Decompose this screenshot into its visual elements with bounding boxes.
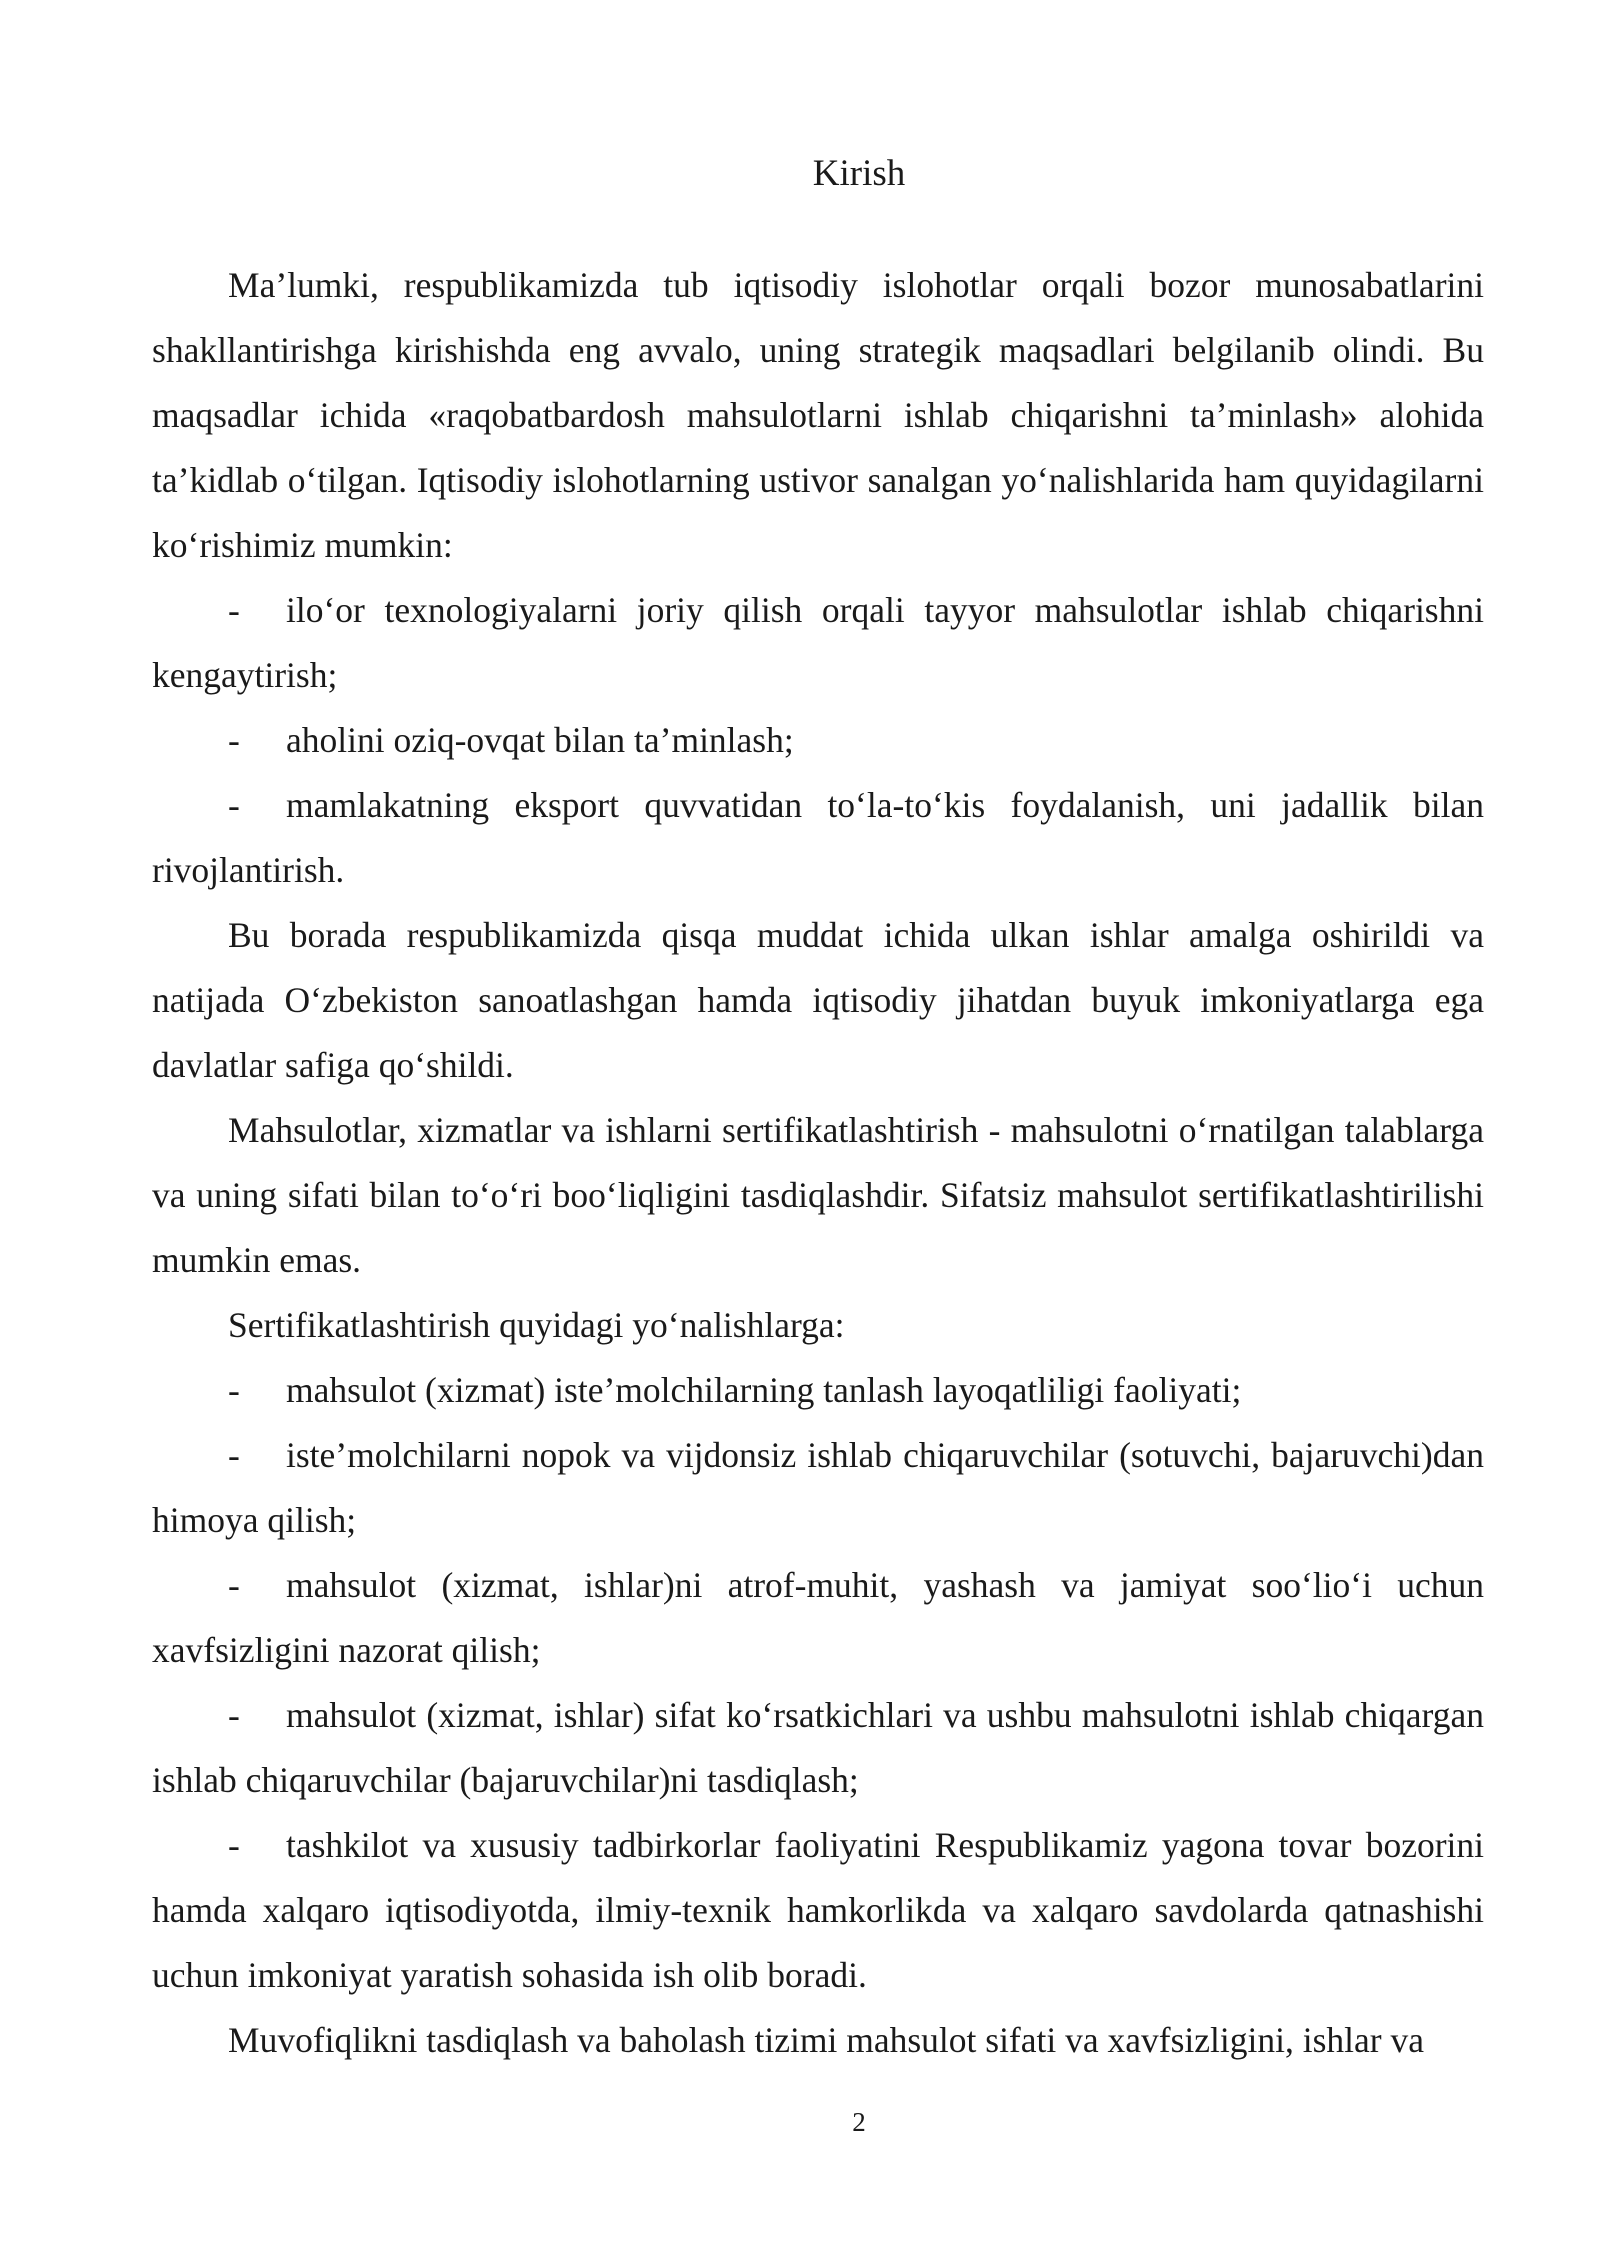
list-item-text: mahsulot (xizmat, ishlar)ni atrof-muhit, yashash va jamiyat soo‘lio‘i uchun xavfsizligini nazorat qilish; — [152, 1565, 1484, 1670]
paragraph-conformity: Muvofiqlikni tasdiqlash va baholash tizimi mahsulot sifati va xavfsizligini, ishlar va — [228, 2020, 1424, 2060]
document-body — [152, 253, 1484, 2073]
list-item-text: mamlakatning eksport quvvatidan to‘la-to‘kis foydalanish, uni jadallik bilan rivojlantirish. — [152, 785, 1484, 890]
paragraph-certification-directions: Sertifikatlashtirish quyidagi yo‘nalishlarga: — [228, 1305, 845, 1345]
list-dash: - — [228, 1695, 240, 1735]
list-item-consumer-protection — [152, 1423, 1484, 1553]
paragraph-intro: Ma’lumki, respublikamizda tub iqtisodiy islohotlar orqali bozor munosabatlarini shakllantirishga kirishishda eng avvalo, uning strategik maqsadlari belgilanib olindi. Bu maqsadlar ichida «raqobatbardosh mahsulotlarni ishlab chiqarishni ta’minlash» alohida ta’kidlab o‘tilgan. Iqtisodiy islohotlarning ustivor sanalgan yo‘nalishlarida ham quyidagilarni ko‘rishimiz mumkin: — [152, 265, 1484, 565]
list-item-text: iste’molchilarni nopok va vijdonsiz ishlab chiqaruvchilar (sotuvchi, bajaruvchi)dan himoya qilish; — [152, 1435, 1484, 1540]
list-item-safety-control — [152, 1553, 1484, 1683]
list-item-quality-confirmation — [152, 1683, 1484, 1813]
list-item-text: aholini oziq-ovqat bilan ta’minlash; — [286, 720, 794, 760]
page-number: 2 — [852, 2107, 866, 2137]
list-item-text: mahsulot (xizmat) iste’molchilarning tanlash layoqatliligi faoliyati; — [286, 1370, 1242, 1410]
page-title: Kirish — [812, 153, 906, 194]
list-item-market-opportunity — [152, 1813, 1484, 2008]
list-item-food — [152, 708, 1484, 773]
list-dash: - — [228, 1565, 240, 1605]
list-dash: - — [228, 1435, 240, 1475]
list-dash: - — [228, 1825, 240, 1865]
list-item-text: mahsulot (xizmat, ishlar) sifat ko‘rsatkichlari va ushbu mahsulotni ishlab chiqargan ishlab chiqaruvchilar (bajaruvchilar)ni tasdiqlash; — [152, 1695, 1484, 1800]
paragraph-achievements: Bu borada respublikamizda qisqa muddat ichida ulkan ishlar amalga oshirildi va natijada O‘zbekiston sanoatlashgan hamda iqtisodiy jihatdan buyuk imkoniyatlarga ega davlatlar safiga qo‘shildi. — [152, 915, 1484, 1085]
list-dash: - — [228, 590, 240, 630]
list-item-technology — [152, 578, 1484, 708]
list-item-text: ilo‘or texnologiyalarni joriy qilish orqali tayyor mahsulotlar ishlab chiqarishni kengaytirish; — [152, 590, 1484, 695]
list-dash: - — [228, 785, 240, 825]
list-dash: - — [228, 720, 240, 760]
list-item-consumer-choice — [152, 1358, 1484, 1423]
list-item-export — [152, 773, 1484, 903]
list-item-text: tashkilot va xususiy tadbirkorlar faoliyatini Respublikamiz yagona tovar bozorini hamda xalqaro iqtisodiyotda, ilmiy-texnik hamkorlikda va xalqaro savdolarda qatnashishi uchun imkoniyat yaratish sohasida ish olib boradi. — [152, 1825, 1484, 1995]
paragraph-certification-definition: Mahsulotlar, xizmatlar va ishlarni sertifikatlashtirish - mahsulotni o‘rnatilgan talablarga va uning sifati bilan to‘o‘ri boo‘liqligini tasdiqlashdir. Sifatsiz mahsulot sertifikatlashtirilishi mumkin emas. — [152, 1110, 1484, 1280]
list-dash: - — [228, 1370, 240, 1410]
